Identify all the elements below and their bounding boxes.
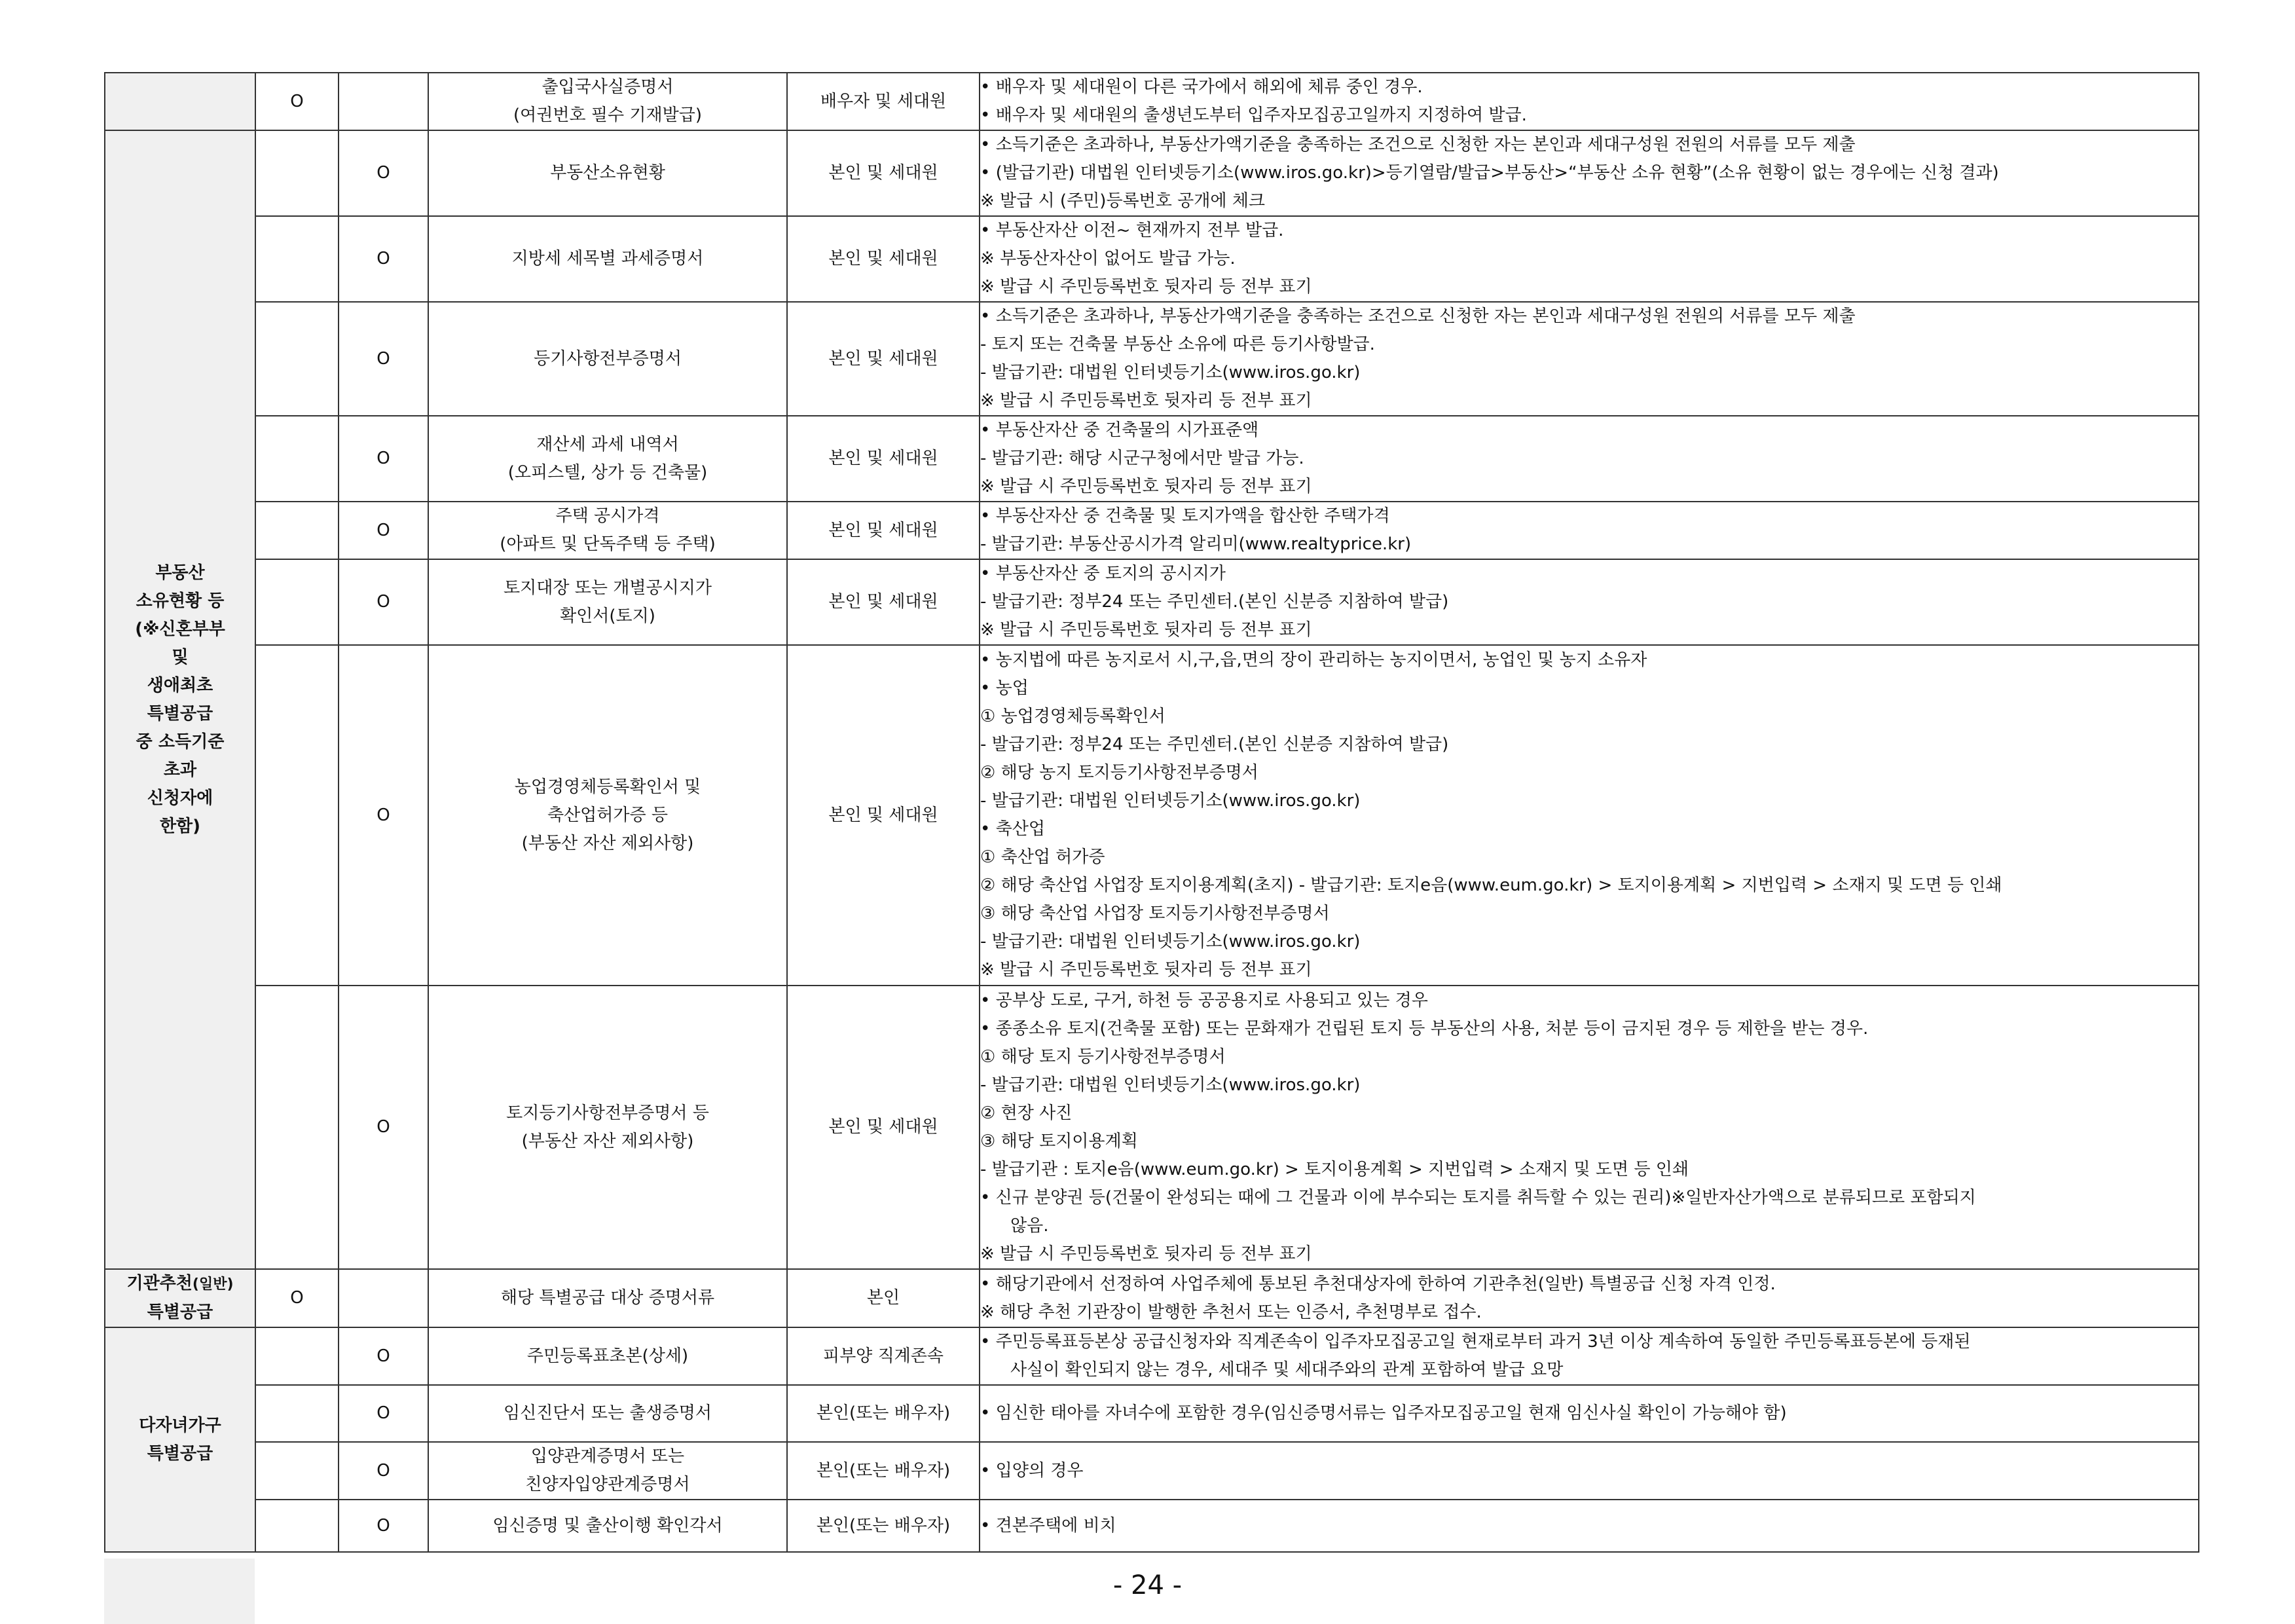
o-mark-col1 (255, 986, 339, 1269)
document-name-cell (428, 1442, 787, 1500)
table-row (105, 416, 2199, 502)
category-cell (105, 1269, 255, 1327)
o-mark-col1 (255, 216, 339, 302)
table-row (105, 559, 2199, 645)
document-name-line: 농업경영체등록확인서 및 (514, 777, 701, 797)
document-name-cell (428, 216, 787, 302)
target-cell: 본인(또는 배우자) (787, 1442, 980, 1500)
o-mark-col2: O (339, 216, 428, 302)
document-name-line: (부동산 자산 제외사항) (521, 833, 694, 853)
o-mark-col1 (255, 502, 339, 559)
target-cell: 본인 및 세대원 (787, 502, 980, 559)
category-line-small: (일반) (192, 1276, 234, 1293)
table-row (105, 130, 2199, 216)
target-cell: 본인 및 세대원 (787, 986, 980, 1269)
category-line: 생애최초 (147, 675, 213, 695)
notes-cell (980, 130, 2199, 216)
document-name-line: 토지대장 또는 개별공시지가 (504, 578, 712, 598)
note-line: - 발급기관: 해당 시군구청에서만 발급 가능. (980, 449, 1304, 468)
note-line: • 해당기관에서 선정하여 사업주체에 통보된 추천대상자에 한하여 기관추천(일반) 특별공급 신청 자격 인정. (980, 1274, 1776, 1294)
target-cell: 본인(또는 배우자) (787, 1385, 980, 1442)
document-name-line: 주민등록표초본(상세) (526, 1346, 689, 1366)
category-line-main: 기관추천 (126, 1274, 193, 1293)
category-line (105, 1270, 255, 1299)
category-cell (105, 130, 255, 1269)
notes-cell (980, 645, 2199, 986)
table-row (105, 1327, 2199, 1385)
note-line: - 발급기관: 정부24 또는 주민센터.(본인 신분증 지참하여 발급) (980, 592, 1449, 612)
o-mark-col2 (339, 1269, 428, 1327)
document-name-cell (428, 1327, 787, 1385)
document-name-cell (428, 986, 787, 1269)
document-name-line: 지방세 세목별 과세증명서 (511, 249, 704, 268)
note-line: • 주민등록표등본상 공급신청자와 직계존속이 입주자모집공고일 현재로부터 과거 3년 이상 계속하여 동일한 주민등록표등본에 등재된 (980, 1332, 1971, 1352)
o-mark-col2: O (339, 559, 428, 645)
note-line: • 공부상 도로, 구거, 하천 등 공공용지로 사용되고 있는 경우 (980, 990, 1428, 1010)
o-mark-col1 (255, 416, 339, 502)
target-cell: 배우자 및 세대원 (787, 73, 980, 130)
document-table (104, 72, 2199, 1553)
note-line: ① 농업경영체등록확인서 (980, 707, 1166, 726)
table-row (105, 73, 2199, 130)
note-line: • 부동산자산 중 건축물의 시가표준액 (980, 420, 1259, 440)
table-row (105, 502, 2199, 559)
category-line: 특별공급 (147, 703, 213, 724)
o-mark-col2: O (339, 1327, 428, 1385)
o-mark-col2: O (339, 302, 428, 416)
note-line: • 소득기준은 초과하나, 부동산가액기준을 충족하는 조건으로 신청한 자는 본인과 세대구성원 전원의 서류를 모두 제출 (980, 135, 1856, 155)
o-mark-col1 (255, 1327, 339, 1385)
o-mark-col1 (255, 1500, 339, 1552)
o-mark-col1 (255, 1385, 339, 1442)
target-cell: 본인 및 세대원 (787, 130, 980, 216)
note-line: • 부동산자산 중 건축물 및 토지가액을 합산한 주택가격 (980, 506, 1390, 526)
page-number: - 24 - (1112, 1570, 1183, 1600)
target-cell: 본인 (787, 1269, 980, 1327)
document-name-cell (428, 416, 787, 502)
notes-cell (980, 1442, 2199, 1500)
document-name-cell (428, 1385, 787, 1442)
note-line: ※ 발급 시 주민등록번호 뒷자리 등 전부 표기 (980, 620, 1312, 640)
note-line: 사실이 확인되지 않는 경우, 세대주 및 세대주와의 관계 포함하여 발급 요망 (1010, 1360, 1564, 1380)
note-line: • 부동산자산 이전~ 현재까지 전부 발급. (980, 221, 1284, 240)
notes-cell (980, 1500, 2199, 1552)
notes-cell (980, 1269, 2199, 1327)
notes-cell (980, 502, 2199, 559)
notes-cell (980, 986, 2199, 1269)
o-mark-col2: O (339, 502, 428, 559)
note-line: • 입양의 경우 (980, 1460, 1084, 1481)
document-name-line: 친양자입양관계증명서 (525, 1475, 690, 1494)
note-line: • 소득기준은 초과하나, 부동산가액기준을 충족하는 조건으로 신청한 자는 본인과 세대구성원 전원의 서류를 모두 제출 (980, 306, 1856, 326)
note-line: 않음. (1010, 1215, 1049, 1236)
note-line: ※ 해당 추천 기관장이 발행한 추천서 또는 인증서, 추천명부로 접수. (980, 1302, 1482, 1322)
document-name-line: (아파트 및 단독주택 등 주택) (500, 534, 716, 554)
document-name-line: 주택 공시가격 (555, 506, 660, 526)
o-mark-col2: O (339, 986, 428, 1269)
note-line: - 발급기관 : 토지e음(www.eum.go.kr) > 토지이용계획 > 지번입력 > 소재지 및 도면 등 인쇄 (980, 1159, 1689, 1179)
o-mark-col1: O (255, 73, 339, 130)
note-line: • 배우자 및 세대원이 다른 국가에서 해외에 체류 중인 경우. (980, 77, 1423, 97)
category-line: 특별공급 (147, 1302, 213, 1322)
document-name-line: 등기사항전부증명서 (533, 348, 682, 369)
document-name-cell (428, 1500, 787, 1552)
document-name-line: (여권번호 필수 기재발급) (513, 105, 702, 125)
document-name-line: 부동산소유현황 (550, 163, 665, 183)
note-line: ② 해당 농지 토지등기사항전부증명서 (980, 763, 1258, 783)
category-line: 부동산 (155, 563, 205, 583)
document-name-cell (428, 302, 787, 416)
note-line: • 농업 (980, 678, 1029, 698)
document-name-line: 임신진단서 또는 출생증명서 (504, 1403, 712, 1423)
note-line: • 종종소유 토지(건축물 포함) 또는 문화재가 건립된 토지 등 부동산의 사용, 처분 등이 금지된 경우 등 제한을 받는 경우. (980, 1018, 1869, 1039)
note-line: • 농지법에 따른 농지로서 시,구,읍,면의 장이 관리하는 농지이면서, 농업인 및 농지 소유자 (980, 650, 1647, 670)
note-line: - 토지 또는 건축물 부동산 소유에 따른 등기사항발급. (980, 335, 1375, 354)
note-line: ※ 발급 시 주민등록번호 뒷자리 등 전부 표기 (980, 391, 1312, 411)
category-line: 중 소득기준 (136, 731, 225, 752)
document-name-line: 해당 특별공급 대상 증명서류 (500, 1288, 715, 1308)
document-name-cell (428, 645, 787, 986)
document-name-cell (428, 1269, 787, 1327)
o-mark-col2 (339, 73, 428, 130)
table-row (105, 986, 2199, 1269)
note-line: • 견본주택에 비치 (980, 1515, 1116, 1536)
note-line: - 발급기관: 정부24 또는 주민센터.(본인 신분증 지참하여 발급) (980, 735, 1449, 754)
category-line: 한함) (159, 816, 201, 836)
note-line: ※ 발급 시 주민등록번호 뒷자리 등 전부 표기 (980, 1244, 1312, 1264)
table-row (105, 1385, 2199, 1442)
category-line: 및 (172, 647, 189, 667)
note-line: ② 해당 축산업 사업장 토지이용계획(초지) - 발급기관: 토지e음(www.eum.go.kr) > 토지이용계획 > 지번입력 > 소재지 및 도면 등 인쇄 (980, 876, 2002, 895)
o-mark-col1 (255, 302, 339, 416)
document-name-line: (오피스텔, 상가 등 건축물) (507, 462, 708, 483)
document-name-cell (428, 130, 787, 216)
table-row (105, 302, 2199, 416)
note-line: • 부동산자산 중 토지의 공시지가 (980, 564, 1226, 583)
target-cell: 본인 및 세대원 (787, 302, 980, 416)
document-name-cell (428, 559, 787, 645)
category-line: 초과 (163, 760, 197, 780)
notes-cell (980, 73, 2199, 130)
document-name-line: 확인서(토지) (560, 606, 655, 626)
o-mark-col1 (255, 1442, 339, 1500)
target-cell: 본인 및 세대원 (787, 216, 980, 302)
target-cell: 본인 및 세대원 (787, 416, 980, 502)
o-mark-col2: O (339, 1500, 428, 1552)
o-mark-col2: O (339, 1385, 428, 1442)
table-row (105, 216, 2199, 302)
document-name-line: 재산세 과세 내역서 (536, 434, 679, 454)
note-line: ③ 해당 축산업 사업장 토지등기사항전부증명서 (980, 904, 1330, 923)
category-line: 특별공급 (147, 1443, 213, 1464)
note-line: ※ 발급 시 주민등록번호 뒷자리 등 전부 표기 (980, 477, 1312, 496)
table-row (105, 1500, 2199, 1552)
o-mark-col2: O (339, 645, 428, 986)
document-name-cell (428, 73, 787, 130)
note-line: ※ 발급 시 주민등록번호 뒷자리 등 전부 표기 (980, 960, 1312, 980)
table-row (105, 645, 2199, 986)
target-cell: 본인(또는 배우자) (787, 1500, 980, 1552)
notes-cell (980, 559, 2199, 645)
table-row (105, 1442, 2199, 1500)
note-line: ③ 해당 토지이용계획 (980, 1131, 1138, 1151)
document-name-cell (428, 502, 787, 559)
target-cell: 본인 및 세대원 (787, 559, 980, 645)
target-cell: 본인 및 세대원 (787, 645, 980, 986)
note-line: - 발급기관: 대법원 인터넷등기소(www.iros.go.kr) (980, 932, 1361, 951)
notes-cell (980, 1385, 2199, 1442)
note-line: • 임신한 태아를 자녀수에 포함한 경우(임신증명서류는 입주자모집공고일 현재 임신사실 확인이 가능해야 함) (980, 1403, 1787, 1423)
note-line: ① 축산업 허가증 (980, 847, 1105, 867)
note-line: ① 해당 토지 등기사항전부증명서 (980, 1046, 1226, 1067)
o-mark-col2: O (339, 1442, 428, 1500)
note-line: ※ 부동산자산이 없어도 발급 가능. (980, 249, 1236, 268)
target-cell: 피부양 직계존속 (787, 1327, 980, 1385)
notes-cell (980, 302, 2199, 416)
note-line: - 발급기관: 대법원 인터넷등기소(www.iros.go.kr) (980, 791, 1361, 811)
note-line: - 발급기관: 대법원 인터넷등기소(www.iros.go.kr) (980, 1075, 1361, 1095)
document-name-line: 축산업허가증 등 (547, 805, 669, 825)
o-mark-col2: O (339, 130, 428, 216)
o-mark-col1 (255, 130, 339, 216)
category-line: (※신혼부부 (135, 619, 225, 639)
note-line: • 축산업 (980, 819, 1045, 839)
note-line: • (발급기관) 대법원 인터넷등기소(www.iros.go.kr)>등기열람/발급>부동산>“부동산 소유 현황”(소유 현황이 없는 경우에는 신청 결과) (980, 163, 1999, 183)
note-line: ② 현장 사진 (980, 1103, 1073, 1123)
notes-cell (980, 1327, 2199, 1385)
category-line: 다자녀가구 (139, 1415, 221, 1435)
document-name-line: 임신증명 및 출산이행 확인각서 (492, 1515, 723, 1536)
category-cell (105, 1327, 255, 1552)
note-line: - 발급기관: 대법원 인터넷등기소(www.iros.go.kr) (980, 363, 1361, 382)
note-line: • 배우자 및 세대원의 출생년도부터 입주자모집공고일까지 지정하여 발급. (980, 105, 1527, 125)
o-mark-col2: O (339, 416, 428, 502)
category-cell (105, 73, 255, 130)
note-line: ※ 발급 시 주민등록번호 뒷자리 등 전부 표기 (980, 277, 1312, 297)
notes-cell (980, 416, 2199, 502)
document-name-line: 토지등기사항전부증명서 등 (506, 1103, 709, 1123)
document-name-line: (부동산 자산 제외사항) (521, 1131, 694, 1151)
o-mark-col1: O (255, 1269, 339, 1327)
note-line: • 신규 분양권 등(건물이 완성되는 때에 그 건물과 이에 부수되는 토지를 취득할 수 있는 권리)※일반자산가액으로 분류되므로 포함되지 (980, 1187, 1976, 1208)
o-mark-col1 (255, 559, 339, 645)
category-line: 소유현황 등 (136, 591, 225, 611)
notes-cell (980, 216, 2199, 302)
document-name-line: 출입국사실증명서 (542, 77, 674, 97)
table-row (105, 1269, 2199, 1327)
document-name-line: 입양관계증명서 또는 (530, 1447, 685, 1466)
note-line: ※ 발급 시 (주민)등록번호 공개에 체크 (980, 191, 1266, 211)
category-line: 신청자에 (147, 788, 213, 808)
note-line: - 발급기관: 부동산공시가격 알리미(www.realtyprice.kr) (980, 534, 1412, 554)
o-mark-col1 (255, 645, 339, 986)
